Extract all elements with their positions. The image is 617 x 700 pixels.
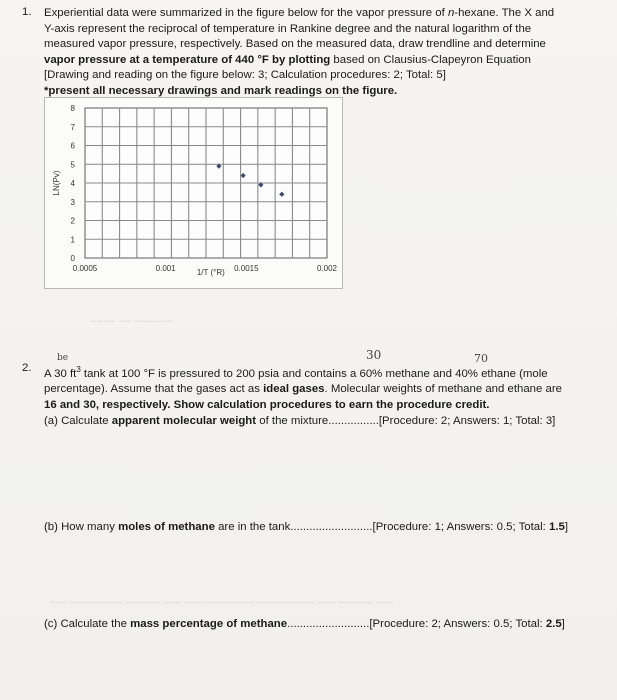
question-1-number: 1.: [22, 6, 32, 18]
q1-line-5: [Drawing and reading on the figure below: 3; Calculation procedures: 2; Total: 5]: [44, 69, 446, 82]
q2-part-a: (a) Calculate apparent molecular weight of the mixture................[Procedure: 2; Answers: 1; Total: 3]: [44, 414, 556, 427]
vapor-pressure-chart[interactable]: [44, 97, 343, 289]
question-1-text: [44, 6, 604, 100]
q1-line-4: vapor pressure at a temperature of 440 °F by plotting based on Clausius-Clapeyron Equation: [44, 53, 531, 66]
question-2-number: 2.: [22, 362, 32, 374]
handwriting-mark-3: 70: [474, 352, 488, 365]
y-tick-label: 5: [70, 160, 75, 170]
q1-line-3: measured vapor pressure, respectively. Based on the measured data, draw trendline and determine: [44, 38, 546, 51]
y-tick-label: 4: [70, 179, 75, 188]
handwriting-mark-2: 30: [366, 348, 382, 362]
y-tick-label: 1: [70, 235, 75, 245]
q2-part-b: (b) How many moles of methane are in the tank..........................[Procedure: 1; Answers: 0.5; Total: 1.5]: [44, 521, 568, 533]
y-tick-label: 2: [70, 216, 75, 226]
q1-line-6: *present all necessary drawings and mark readings on the figure.: [44, 84, 398, 97]
y-tick-label: 8: [70, 104, 75, 113]
q1-line-1: Experiential data were summarized in the figure below for the vapor pressure of n-hexane. The X and: [44, 7, 555, 19]
y-tick-label: 6: [70, 141, 75, 151]
handwriting-mark-1: be: [57, 353, 69, 363]
q2-line-3: 16 and 30, respectively. Show calculation procedures to earn the procedure credit.: [44, 398, 490, 411]
y-tick-label: 0: [70, 254, 75, 263]
faint-bleed-through: ~~~~ ~~ ~~~~~~: [90, 316, 174, 328]
y-tick-label: 3: [70, 197, 75, 207]
x-axis-label: 1/T (°R): [196, 268, 225, 277]
y-axis-label: LN(Pv): [52, 170, 61, 196]
x-tick-label: 0.001: [155, 264, 176, 273]
q1-line-2: Y-axis represent the reciprocal of temperature in Rankine degree and the natural logarithm of the: [44, 22, 532, 35]
y-tick-label: 7: [70, 122, 75, 132]
x-tick-label: 0.0015: [234, 264, 259, 273]
x-tick-label: 0.002: [316, 264, 338, 273]
chart-svg: [45, 98, 342, 288]
x-tick-label: 0.0005: [72, 264, 98, 273]
question-2-text: [44, 362, 604, 429]
q2-part-c: (c) Calculate the mass percentage of methane..........................[Procedure: 2; Answers: 0.5; Total: 2.5]: [44, 618, 565, 630]
q2-line-1: A 30 $ft^3$ tank at 100 °F is pressured to 200 psia and contains a 60% methane and 40% ethane (mole: [44, 365, 548, 380]
q2-line-2: percentage). Assume that the gases act as ideal gases. Molecular weights of methane and ethane are: [44, 383, 562, 396]
faint-bleed-through-2: ~~~ ~~~~~~~~~ ~~~~~~ ~~~ ~~~~~~~~~~~~ ~~~~~~~~~~ ~~~ ~~~~~~ ~~~: [50, 598, 394, 609]
